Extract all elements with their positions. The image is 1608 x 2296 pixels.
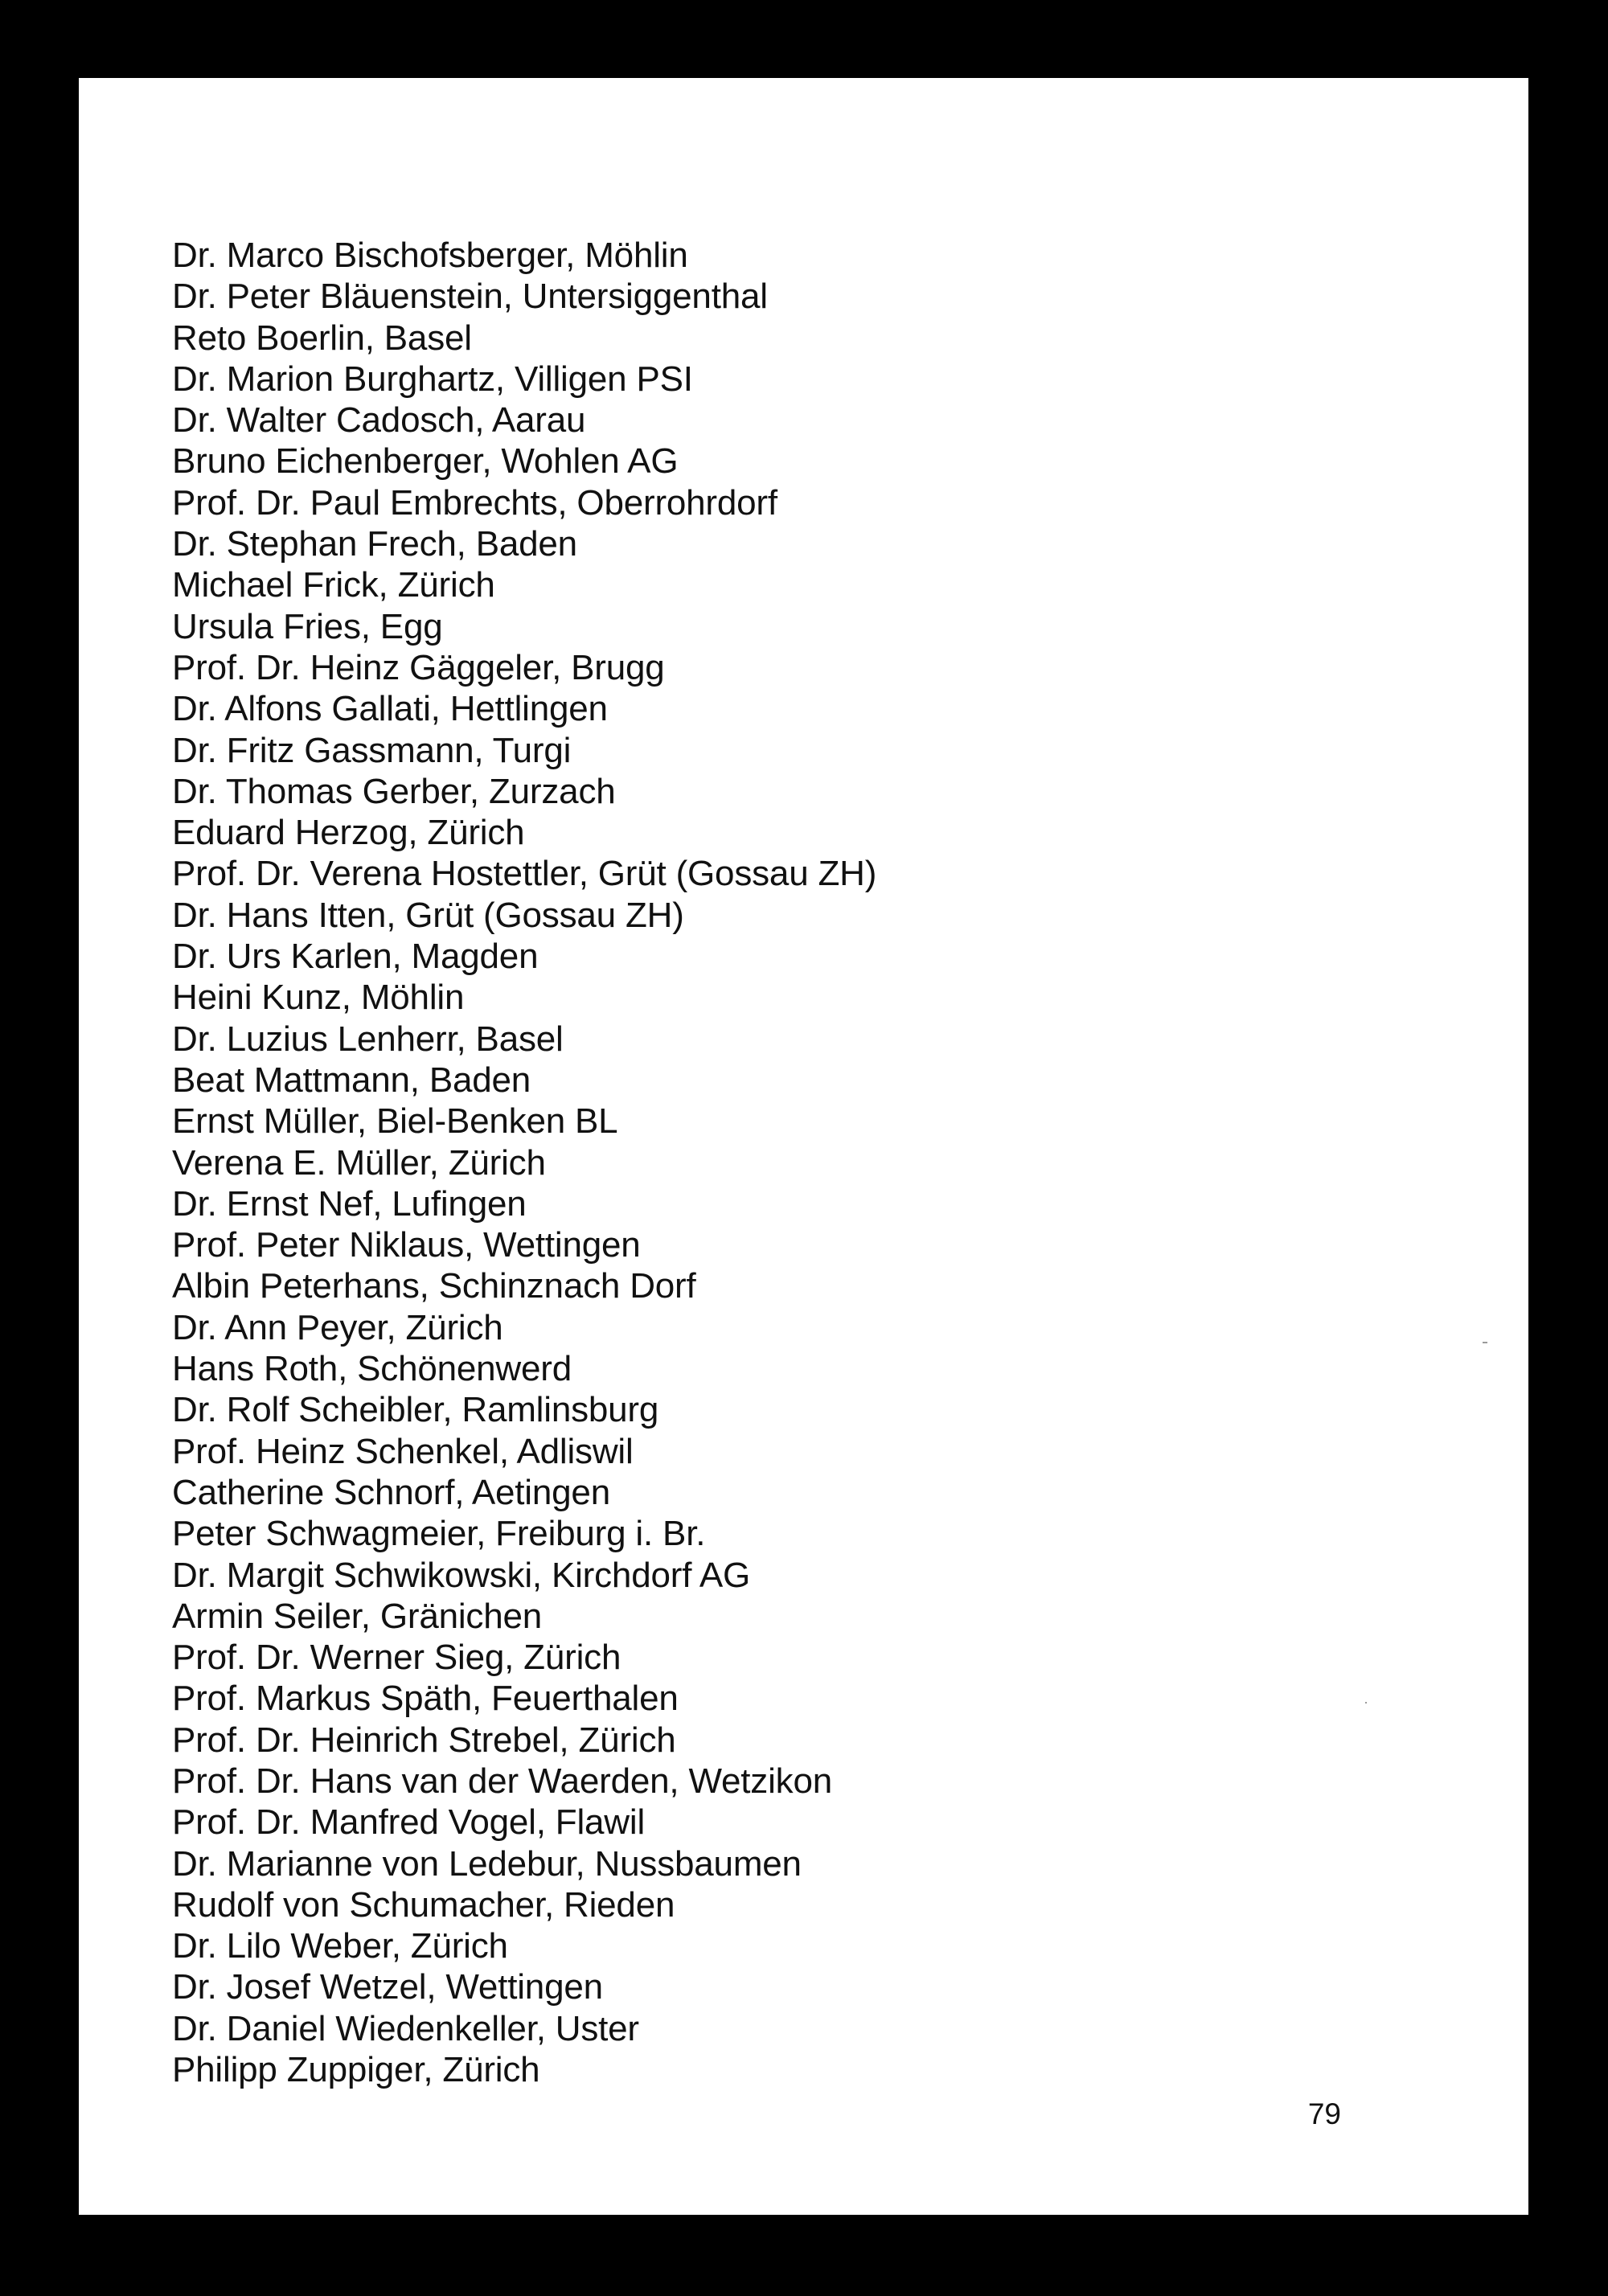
list-item: Prof. Heinz Schenkel, Adliswil [172, 1431, 634, 1471]
list-item: Dr. Fritz Gassmann, Turgi [172, 730, 572, 770]
list-item: Dr. Urs Karlen, Magden [172, 937, 539, 977]
page-number: 79 [1307, 2097, 1341, 2130]
list-item: Dr. Lilo Weber, Zürich [172, 1926, 508, 1966]
list-item: Dr. Marianne von Ledebur, Nussbaumen [172, 1843, 802, 1884]
list-item: Prof. Dr. Manfred Vogel, Flawil [172, 1802, 646, 1843]
list-item: Verena E. Müller, Zürich [172, 1142, 546, 1183]
list-item: Dr. Daniel Wiedenkeller, Uster [172, 2008, 639, 2048]
list-item: Eduard Herzog, Zürich [172, 813, 525, 853]
list-item: Dr. Stephan Frech, Baden [172, 524, 577, 564]
list-item: Peter Schwagmeier, Freiburg i. Br. [172, 1514, 706, 1554]
list-item: Prof. Markus Späth, Feuerthalen [172, 1679, 679, 1719]
list-item: Prof. Dr. Verena Hostettler, Grüt (Gossau ZH) [172, 854, 877, 894]
list-item: Prof. Dr. Heinrich Strebel, Zürich [172, 1720, 676, 1760]
list-item: Reto Boerlin, Basel [172, 318, 472, 358]
list-item: Dr. Marco Bischofsberger, Möhlin [172, 236, 688, 275]
list-item: Dr. Walter Cadosch, Aarau [172, 400, 586, 441]
list-item: Dr. Ann Peyer, Zürich [172, 1307, 503, 1347]
list-item: Dr. Marion Burghartz, Villigen PSI [172, 359, 693, 399]
list-item: Albin Peterhans, Schinznach Dorf [172, 1266, 696, 1306]
list-item: Philipp Zuppiger, Zürich [172, 2050, 540, 2090]
list-item: Heini Kunz, Möhlin [172, 978, 465, 1018]
list-item: Dr. Ernst Nef, Lufingen [172, 1183, 527, 1224]
list-item: Prof. Dr. Paul Embrechts, Oberrohrdorf [172, 482, 777, 523]
list-item: Prof. Dr. Werner Sieg, Zürich [172, 1638, 621, 1678]
list-item: Ursula Fries, Egg [172, 606, 443, 646]
list-item: Beat Mattmann, Baden [172, 1060, 531, 1100]
list-item: Bruno Eichenberger, Wohlen AG [172, 441, 679, 482]
scan-speck [1365, 1702, 1367, 1704]
list-item: Dr. Thomas Gerber, Zurzach [172, 771, 616, 811]
list-item: Catherine Schnorf, Aetingen [172, 1472, 610, 1512]
list-item: Dr. Margit Schwikowski, Kirchdorf AG [172, 1555, 750, 1595]
list-item: Prof. Dr. Hans van der Waerden, Wetzikon [172, 1761, 833, 1801]
list-item: Ernst Müller, Biel-Benken BL [172, 1101, 618, 1142]
name-list [172, 235, 876, 2090]
list-item: Michael Frick, Zürich [172, 565, 495, 605]
list-item: Hans Roth, Schönenwerd [172, 1349, 572, 1389]
document-page [79, 78, 1528, 2215]
list-item: Dr. Peter Bläuenstein, Untersiggenthal [172, 277, 768, 317]
list-item: Rudolf von Schumacher, Rieden [172, 1884, 675, 1925]
list-item: Dr. Josef Wetzel, Wettingen [172, 1967, 603, 2007]
list-item: Dr. Rolf Scheibler, Ramlinsburg [172, 1390, 659, 1430]
list-item: Prof. Peter Niklaus, Wettingen [172, 1225, 641, 1265]
list-item: Dr. Hans Itten, Grüt (Gossau ZH) [172, 895, 684, 935]
list-item: Prof. Dr. Heinz Gäggeler, Brugg [172, 647, 665, 687]
list-item: Dr. Alfons Gallati, Hettlingen [172, 689, 608, 729]
list-item: Dr. Luzius Lenherr, Basel [172, 1019, 564, 1059]
list-item: Armin Seiler, Gränichen [172, 1596, 543, 1636]
scan-speck [1483, 1342, 1487, 1343]
